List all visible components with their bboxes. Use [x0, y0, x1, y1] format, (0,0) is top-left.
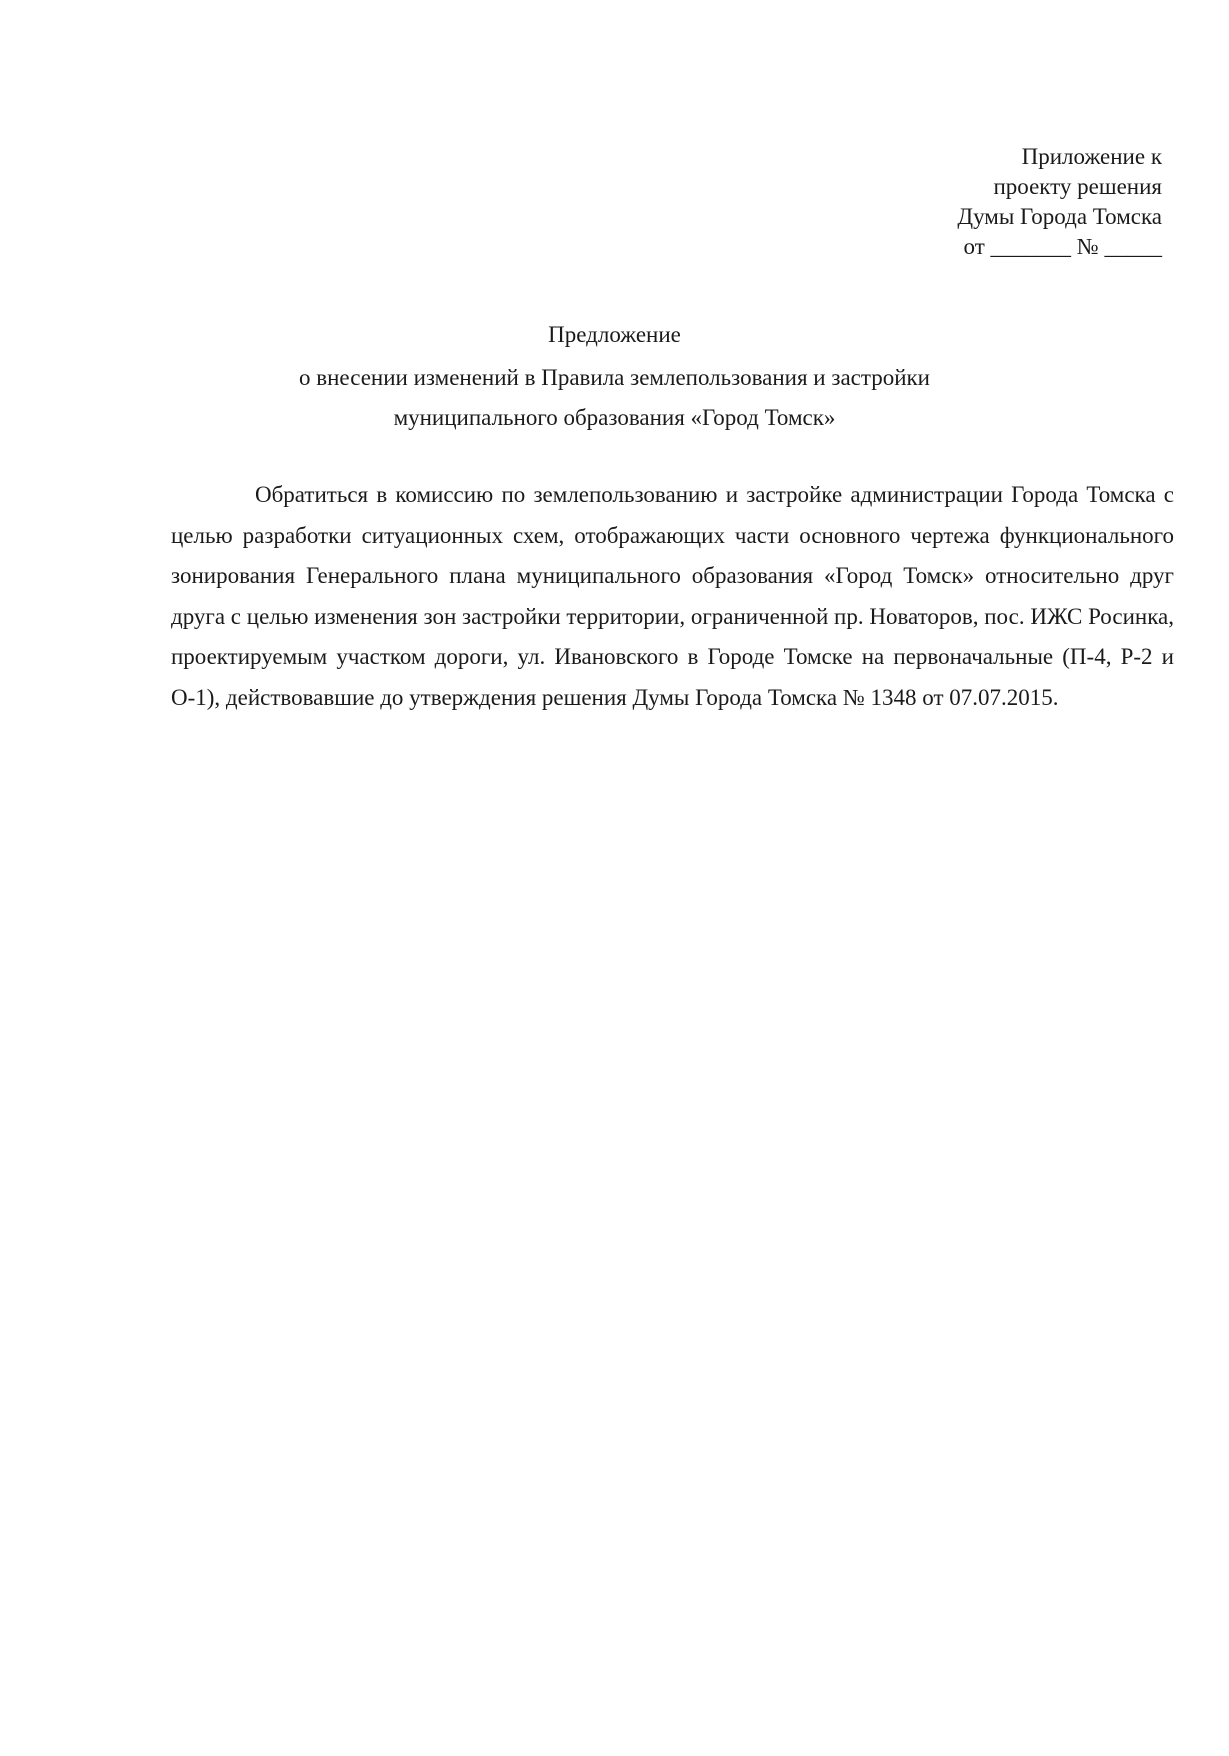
- body-paragraph: Обратиться в комиссию по землепользованию и застройке администрации Города Томска с целью разработки ситуационных схем, отображающих части основного чертежа функционального зонирования Генерального плана муниципального образования «Город Томск» относительно друг друга с целью изменения зон застройки территории, ограниченной пр. Новаторов, пос. ИЖС Росинка, проектируемым участком дороги, ул. Ивановского в Городе Томске на первоначальные (П-4, Р-2 и О-1), действовавшие до утверждения решения Думы Города Томска № 1348 от 07.07.2015.: [171, 482, 1174, 710]
- appendix-date-number-line: от _______ № _____: [963, 234, 1162, 259]
- title-line-3: муниципального образования «Город Томск»: [393, 405, 836, 430]
- document-title: [0, 318, 1229, 438]
- appendix-header: [802, 142, 1162, 262]
- appendix-line-2: проекту решения: [993, 174, 1162, 199]
- title-line-1: Предложение: [548, 322, 681, 347]
- title-line-2: о внесении изменений в Правила землепользования и застройки: [299, 365, 930, 390]
- appendix-line-1: Приложение к: [1021, 144, 1162, 169]
- appendix-line-3: Думы Города Томска: [957, 204, 1162, 229]
